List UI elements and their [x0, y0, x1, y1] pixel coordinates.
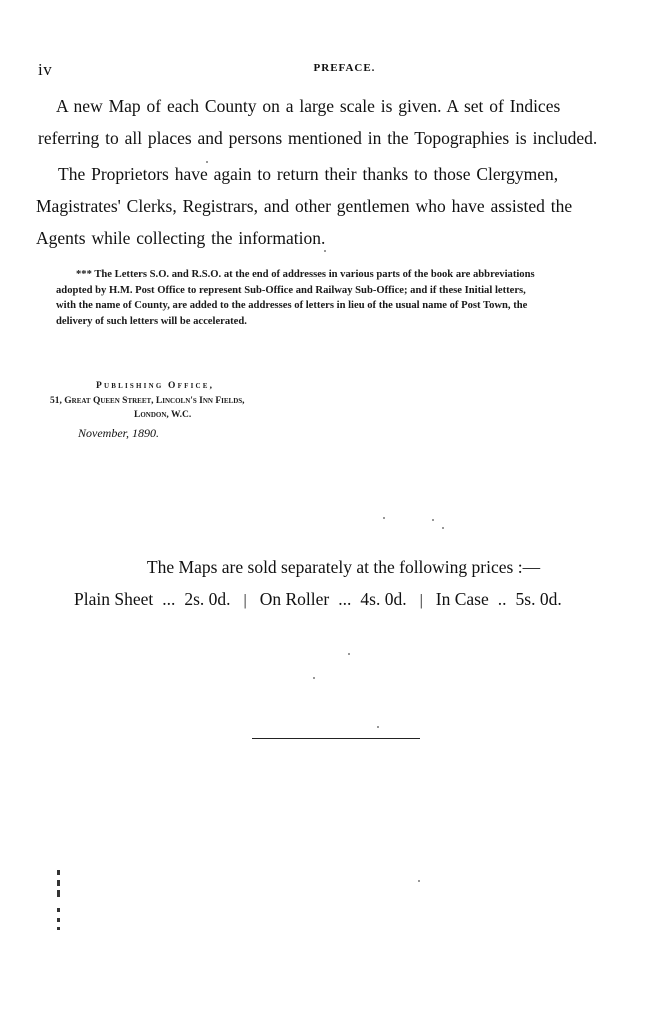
- margin-binding-marks: [56, 870, 62, 930]
- price-separator: |: [419, 592, 423, 609]
- price-item-plain-sheet: [74, 589, 231, 610]
- price-item-in-case: [436, 589, 562, 610]
- scan-speck: [313, 677, 315, 679]
- office-street: 51, Great Queen Street, Lincoln's Inn Fields,: [50, 395, 245, 406]
- price-label: On Roller: [259, 589, 330, 609]
- note-line: adopted by H.M. Post Office to represent Sub-Office and Railway Sub-Office; and if these Initial letters,: [56, 284, 526, 296]
- scan-speck: [348, 653, 350, 655]
- note-line: *** The Letters S.O. and R.S.O. at the end of addresses in various parts of the book are abbreviations: [76, 269, 535, 280]
- scan-speck: [442, 527, 444, 529]
- price-value: 2s. 0d.: [184, 589, 231, 609]
- paragraph-thanks: [36, 158, 638, 254]
- footnote-post-office: [56, 267, 646, 329]
- paragraph-line: The Proprietors have again to return their thanks to those Clergymen,: [58, 164, 559, 184]
- note-line: with the name of County, are added to the addresses of letters in lieu of the usual name of Post Town, the: [56, 300, 528, 311]
- scan-speck: [377, 726, 379, 728]
- price-leader: ..: [497, 589, 507, 609]
- paragraph-maps-indices: [38, 90, 636, 154]
- paragraph-line: referring to all places and persons mentioned in the Topographies is included.: [38, 128, 598, 148]
- paragraph-line: Agents while collecting the information.: [36, 228, 326, 248]
- scan-speck: [324, 250, 326, 252]
- price-value: 4s. 0d.: [360, 589, 407, 609]
- note-line: delivery of such letters will be accelerated.: [56, 315, 247, 327]
- prices-heading: The Maps are sold separately at the following prices :—: [146, 557, 541, 577]
- publishing-office-address: [50, 379, 290, 423]
- price-label: Plain Sheet: [74, 589, 154, 609]
- scan-speck: [383, 517, 385, 519]
- price-label: In Case: [435, 589, 489, 609]
- price-leader: ...: [162, 589, 176, 609]
- office-city: London, W.C.: [134, 410, 192, 420]
- price-value: 5s. 0d.: [515, 589, 562, 609]
- price-list: [74, 589, 634, 610]
- page-number: iv: [38, 60, 53, 79]
- price-leader: ...: [338, 589, 352, 609]
- scan-speck: [418, 880, 420, 882]
- paragraph-line: A new Map of each County on a large scale is given. A set of Indices: [56, 96, 561, 116]
- publication-date: November, 1890.: [78, 426, 159, 440]
- price-separator: |: [243, 592, 247, 609]
- scan-speck: [206, 161, 208, 163]
- running-head: PREFACE.: [313, 62, 376, 74]
- scan-speck: [432, 519, 434, 521]
- end-rule: [252, 738, 420, 739]
- paragraph-line: Magistrates' Clerks, Registrars, and other gentlemen who have assisted the: [36, 196, 573, 216]
- office-name: Publishing Office,: [96, 381, 215, 391]
- price-item-on-roller: [260, 589, 407, 610]
